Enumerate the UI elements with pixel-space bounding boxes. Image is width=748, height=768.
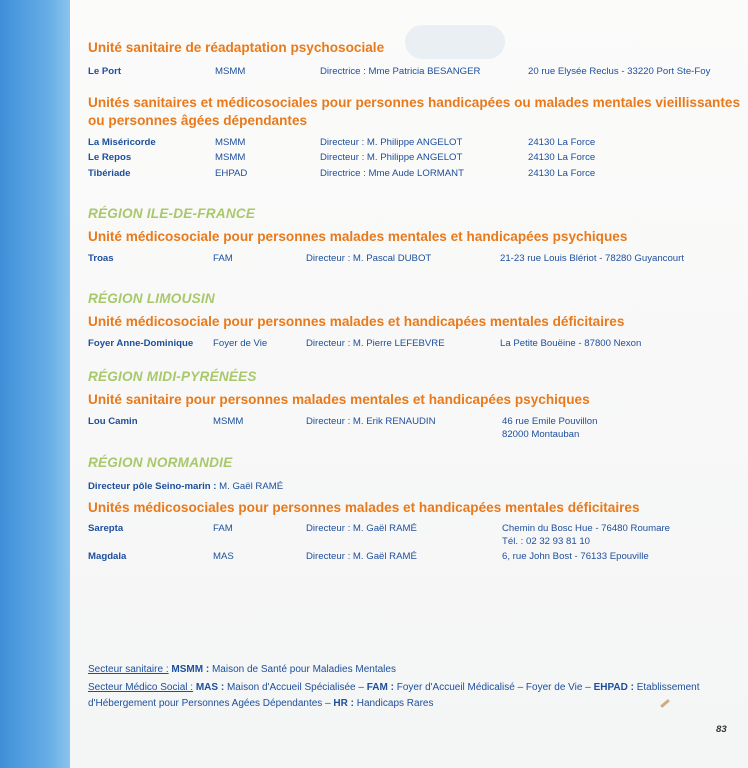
region-heading: RÉGION MIDI-PYRÉNÉES	[88, 369, 257, 384]
legend-text: Handicaps Rares	[353, 698, 434, 709]
facility-name: Sarepta	[88, 523, 124, 534]
facility-director: Directrice : Mme Aude LORMANT	[320, 168, 464, 179]
pen-mark	[660, 699, 670, 708]
facility-name: Magdala	[88, 551, 127, 562]
pole-director-value: M. Gaël RAMÉ	[216, 481, 284, 492]
legend-text: Maison d'Accueil Spécialisée –	[224, 682, 367, 693]
facility-phone: Tél. : 02 32 93 81 10	[502, 536, 591, 547]
facility-director: Directeur : M. Gaël RAMÉ	[306, 523, 417, 534]
facility-address-line-1: 46 rue Emile Pouvillon	[502, 416, 598, 427]
facility-name: Lou Camin	[88, 416, 138, 427]
facility-address: 24130 La Force	[528, 137, 596, 148]
facility-director: Directeur : M. Philippe ANGELOT	[320, 152, 463, 163]
facility-director: Directeur : M. Pascal DUBOT	[306, 253, 432, 264]
facility-type: MSMM	[215, 66, 246, 77]
legend-text: Foyer d'Accueil Médicalisé – Foyer de Vie –	[393, 682, 594, 693]
region-heading: RÉGION NORMANDIE	[88, 455, 233, 470]
facility-address: 20 rue Elysée Reclus - 33220 Port Ste-Foy	[528, 66, 711, 77]
facility-type: EHPAD	[215, 168, 248, 179]
facility-name: Le Repos	[88, 152, 132, 163]
section-title-line-1: Unités sanitaires et médicosociales pour personnes handicapées ou malades mentales vieillissantes	[88, 95, 741, 110]
region-heading: RÉGION ILE-DE-FRANCE	[88, 206, 256, 221]
region-heading: RÉGION LIMOUSIN	[88, 291, 215, 306]
section-title: Unité sanitaire pour personnes malades mentales et handicapées psychiques	[88, 392, 590, 407]
facility-type: MAS	[213, 551, 234, 562]
legend-abbr-hr: HR :	[333, 698, 354, 709]
section-title: Unité médicosociale pour personnes malades mentales et handicapées psychiques	[88, 229, 628, 244]
pole-director-label: Directeur pôle Seino-marin :	[88, 481, 217, 492]
legend-sector-label: Secteur sanitaire :	[88, 664, 169, 675]
legend-abbr-ehpad: EHPAD :	[593, 682, 634, 693]
facility-director: Directeur : M. Philippe ANGELOT	[320, 137, 463, 148]
facility-address: 24130 La Force	[528, 168, 596, 179]
facility-name: Le Port	[88, 66, 122, 77]
legend-abbr-msmm: MSMM :	[171, 664, 210, 675]
facility-address-line-2: 82000 Montauban	[502, 429, 580, 440]
legend-abbr-mas: MAS :	[195, 682, 225, 693]
legend-sector-label: Secteur Médico Social :	[88, 682, 194, 693]
facility-director: Directeur : M. Erik RENAUDIN	[306, 416, 436, 427]
section-title-line-2: ou personnes âgées dépendantes	[88, 113, 308, 128]
facility-name: Tibériade	[88, 168, 131, 179]
legend-line-sanitaire	[88, 664, 396, 675]
facility-director: Directeur : M. Gaël RAMÉ	[306, 551, 417, 562]
pole-director	[88, 481, 283, 492]
facility-director: Directeur : M. Pierre LEFEBVRE	[306, 338, 445, 349]
section-title: Unité médicosociale pour personnes malades et handicapées mentales déficitaires	[88, 314, 625, 329]
facility-address: 24130 La Force	[528, 152, 596, 163]
legend-abbr-fam: FAM :	[366, 682, 394, 693]
facility-type: MSMM	[215, 137, 246, 148]
section-title: Unité sanitaire de réadaptation psychosociale	[88, 40, 385, 55]
legend-text: Etablissement	[633, 682, 700, 693]
facility-name: Troas	[88, 253, 114, 264]
legend-text: Maison de Santé pour Maladies Mentales	[209, 664, 396, 675]
legend-line-continued	[88, 698, 433, 709]
legend-text: d'Hébergement pour Personnes Agées Dépendantes –	[88, 698, 334, 709]
section-title: Unités médicosociales pour personnes malades et handicapées mentales déficitaires	[88, 500, 640, 515]
facility-type: Foyer de Vie	[213, 338, 268, 349]
facility-address: 21-23 rue Louis Blériot - 78280 Guyancourt	[500, 253, 684, 264]
facility-type: FAM	[213, 523, 233, 534]
page-number: 83	[716, 724, 727, 735]
facility-type: MSMM	[213, 416, 244, 427]
facility-address: 6, rue John Bost - 76133 Epouville	[502, 551, 649, 562]
facility-address-line-1: Chemin du Bosc Hue - 76480 Roumare	[502, 523, 670, 534]
facility-name: La Miséricorde	[88, 137, 156, 148]
facility-address: La Petite Bouëine - 87800 Nexon	[500, 338, 642, 349]
facility-type: MSMM	[215, 152, 246, 163]
facility-director: Directrice : Mme Patricia BESANGER	[320, 66, 481, 77]
facility-type: FAM	[213, 253, 233, 264]
legend-line-medico-social	[88, 682, 700, 693]
facility-name: Foyer Anne-Dominique	[88, 338, 194, 349]
